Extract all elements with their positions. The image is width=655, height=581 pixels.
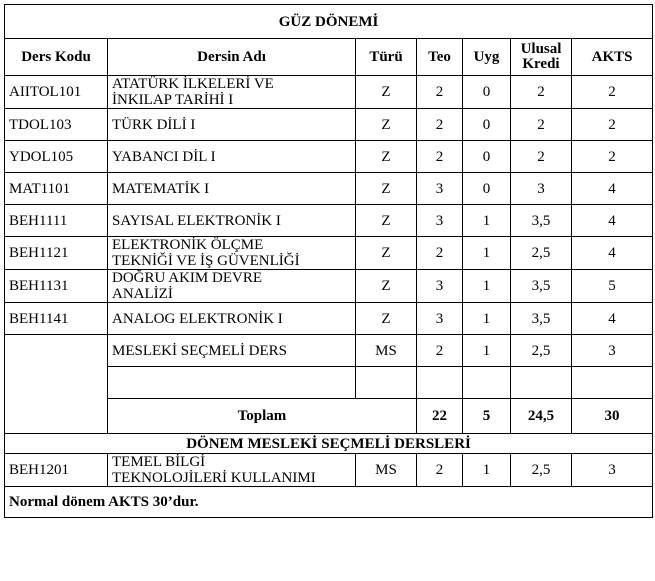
course-row xyxy=(5,109,653,141)
course-name-line1: ELEKTRONİK ÖLÇME xyxy=(112,237,264,253)
total-teo: 22 xyxy=(417,399,463,434)
course-name-line2: İNKILAP TARİHİ I xyxy=(112,92,234,108)
course-uyg: 0 xyxy=(463,141,511,173)
course-name-line2: TEKNOLOJİLERİ KULLANIMI xyxy=(112,470,316,486)
header-type: Türü xyxy=(356,39,417,76)
course-teo: 3 xyxy=(417,303,463,335)
course-type: Z xyxy=(356,76,417,109)
course-row xyxy=(5,205,653,237)
course-row xyxy=(5,237,653,270)
course-akts: 4 xyxy=(572,237,653,270)
course-row xyxy=(5,303,653,335)
empty-cell xyxy=(108,367,356,399)
course-row xyxy=(5,270,653,303)
empty-cell xyxy=(463,367,511,399)
course-code: AIITOL101 xyxy=(5,76,108,109)
course-name-line2: ANALİZİ xyxy=(112,286,173,302)
course-name-line1: ANALOG ELEKTRONİK I xyxy=(112,310,283,327)
course-row xyxy=(5,173,653,205)
course-akts: 2 xyxy=(572,76,653,109)
course-row xyxy=(5,141,653,173)
course-code: BEH1121 xyxy=(5,237,108,270)
course-name-line1: TÜRK DİLİ I xyxy=(112,116,196,133)
course-name-line1: SAYISAL ELEKTRONİK I xyxy=(112,212,281,229)
course-akts: 2 xyxy=(572,109,653,141)
empty-cell xyxy=(417,367,463,399)
total-kredi: 24,5 xyxy=(511,399,572,434)
course-teo: 2 xyxy=(417,237,463,270)
course-uyg: 1 xyxy=(463,303,511,335)
course-type: Z xyxy=(356,205,417,237)
elective-row-uyg: 1 xyxy=(463,335,511,367)
course-kredi: 3 xyxy=(511,173,572,205)
akts-note: Normal dönem AKTS 30’dur. xyxy=(5,487,653,518)
empty-cell xyxy=(572,367,653,399)
empty-cell xyxy=(356,367,417,399)
elective-row-akts: 3 xyxy=(572,335,653,367)
course-name xyxy=(108,109,356,141)
course-code: BEH1111 xyxy=(5,205,108,237)
course-name-line1: ATATÜRK İLKELERİ VE xyxy=(112,76,274,92)
course-teo: 3 xyxy=(417,205,463,237)
elective-course-rows xyxy=(5,454,653,487)
header-row xyxy=(5,39,653,76)
elective-section-row xyxy=(5,434,653,454)
course-type: Z xyxy=(356,141,417,173)
course-rows xyxy=(5,76,653,335)
course-type: Z xyxy=(356,173,417,205)
course-code: BEH1141 xyxy=(5,303,108,335)
course-uyg: 1 xyxy=(463,454,511,487)
total-label: Toplam xyxy=(108,399,417,434)
header-name: Dersin Adı xyxy=(108,39,356,76)
note-row xyxy=(5,487,653,518)
course-kredi: 2 xyxy=(511,109,572,141)
elective-row-name: MESLEKİ SEÇMELİ DERS xyxy=(108,335,356,367)
course-type: Z xyxy=(356,237,417,270)
course-code: YDOL105 xyxy=(5,141,108,173)
course-teo: 2 xyxy=(417,109,463,141)
course-uyg: 0 xyxy=(463,173,511,205)
course-kredi: 2,5 xyxy=(511,454,572,487)
header-ulusal-kredi xyxy=(511,39,572,76)
header-teo: Teo xyxy=(417,39,463,76)
course-kredi: 3,5 xyxy=(511,303,572,335)
header-code: Ders Kodu xyxy=(5,39,108,76)
course-teo: 3 xyxy=(417,270,463,303)
course-teo: 2 xyxy=(417,76,463,109)
total-akts: 30 xyxy=(572,399,653,434)
course-akts: 3 xyxy=(572,454,653,487)
course-name xyxy=(108,454,356,487)
header-akts: AKTS xyxy=(572,39,653,76)
course-name xyxy=(108,141,356,173)
empty-code-cell xyxy=(5,335,108,434)
course-akts: 4 xyxy=(572,173,653,205)
course-teo: 2 xyxy=(417,454,463,487)
semester-title-row xyxy=(5,5,653,39)
course-name xyxy=(108,237,356,270)
course-type: Z xyxy=(356,303,417,335)
total-uyg: 5 xyxy=(463,399,511,434)
elective-row-type: MS xyxy=(356,335,417,367)
course-kredi: 2 xyxy=(511,76,572,109)
course-type: MS xyxy=(356,454,417,487)
course-name xyxy=(108,76,356,109)
course-type: Z xyxy=(356,270,417,303)
course-name-line1: MATEMATİK I xyxy=(112,180,210,197)
course-kredi: 2,5 xyxy=(511,237,572,270)
course-teo: 3 xyxy=(417,173,463,205)
course-kredi: 2 xyxy=(511,141,572,173)
course-row xyxy=(5,454,653,487)
course-name-line1: TEMEL BİLGİ xyxy=(112,454,206,470)
course-uyg: 1 xyxy=(463,205,511,237)
course-akts: 2 xyxy=(572,141,653,173)
header-ulusal-line1: Ulusal xyxy=(520,41,562,57)
elective-row-kredi: 2,5 xyxy=(511,335,572,367)
course-name xyxy=(108,270,356,303)
curriculum-table xyxy=(4,4,653,518)
course-name-line1: YABANCI DİL I xyxy=(112,148,216,165)
course-type: Z xyxy=(356,109,417,141)
elective-placeholder-row xyxy=(5,335,653,367)
course-name xyxy=(108,303,356,335)
elective-section-title: DÖNEM MESLEKİ SEÇMELİ DERSLERİ xyxy=(5,434,653,454)
course-row xyxy=(5,76,653,109)
header-ulusal-line2: Kredi xyxy=(522,56,560,72)
course-code: MAT1101 xyxy=(5,173,108,205)
empty-cell xyxy=(511,367,572,399)
header-uyg: Uyg xyxy=(463,39,511,76)
course-uyg: 0 xyxy=(463,109,511,141)
course-name-line2: TEKNİĞİ VE İŞ GÜVENLİĞİ xyxy=(112,253,300,269)
course-code: BEH1201 xyxy=(5,454,108,487)
course-akts: 4 xyxy=(572,303,653,335)
course-uyg: 0 xyxy=(463,76,511,109)
course-code: TDOL103 xyxy=(5,109,108,141)
course-code: BEH1131 xyxy=(5,270,108,303)
course-name-line1: DOĞRU AKIM DEVRE xyxy=(112,270,262,286)
course-kredi: 3,5 xyxy=(511,205,572,237)
elective-row-teo: 2 xyxy=(417,335,463,367)
course-akts: 5 xyxy=(572,270,653,303)
course-akts: 4 xyxy=(572,205,653,237)
course-kredi: 3,5 xyxy=(511,270,572,303)
semester-title: GÜZ DÖNEMİ xyxy=(5,5,653,39)
course-uyg: 1 xyxy=(463,237,511,270)
course-name xyxy=(108,173,356,205)
course-uyg: 1 xyxy=(463,270,511,303)
course-teo: 2 xyxy=(417,141,463,173)
course-name xyxy=(108,205,356,237)
